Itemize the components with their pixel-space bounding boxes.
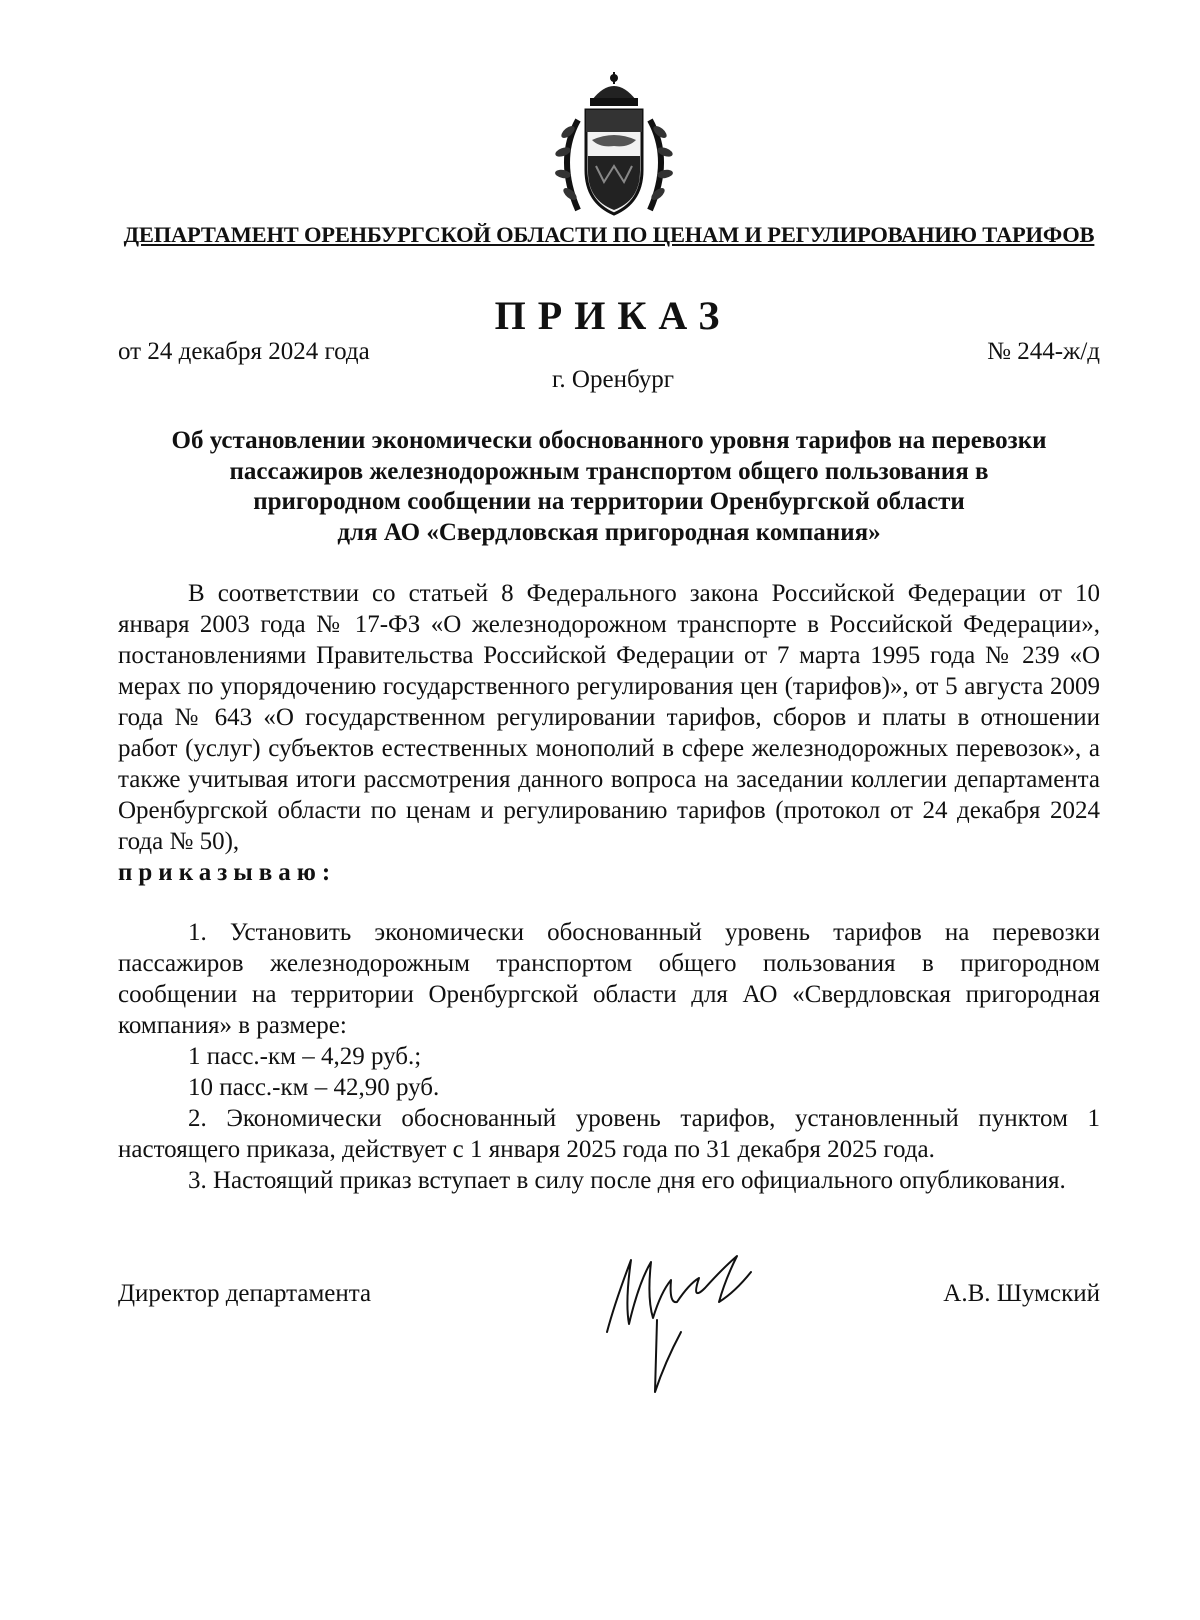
coat-of-arms-icon: [548, 70, 680, 220]
department-name: ДЕПАРТАМЕНТ ОРЕНБУРГСКОЙ ОБЛАСТИ ПО ЦЕНАМ И РЕГУЛИРОВАНИЮ ТАРИФОВ: [123, 222, 1095, 247]
order-item-1: 1. Установить экономически обоснованный уровень тарифов на перевозки пассажиров железнодорожным транспортом общего пользования в пригородном сообщении на территории Оренбургской области для АО «Свердловская пригородная компания» в размере:: [118, 919, 1100, 1039]
order-subject: [118, 426, 1100, 548]
document-type-title: ПРИКАЗ: [494, 293, 732, 338]
order-word: приказываю:: [118, 859, 337, 886]
preamble-text: В соответствии со статьей 8 Федерального закона Российской Федерации от 10 января 2003 года № 17-ФЗ «О железнодорожном транспорте в Российской Федерации», постановлениями Правительства Российской Федерации от 7 марта 1995 года № 239 «О мерах по упорядочению государственного регулирования цен (тарифов)», от 5 августа 2009 года № 643 «О государственном регулировании тарифов, сборов и платы в отношении работ (услуг) субъектов естественных монополий в сфере железнодорожных перевозок», а также учитывая итоги рассмотрения данного вопроса на заседании коллегии департамента Оренбургской области по ценам и регулированию тарифов (протокол от 24 декабря 2024 года № 50),: [118, 580, 1100, 855]
order-items: [118, 917, 1100, 1196]
handwritten-signature: [595, 1232, 775, 1402]
signatory-name: А.В. Шумский: [943, 1280, 1100, 1307]
subject-line: для АО «Свердловская пригородная компания»: [337, 518, 881, 546]
order-item-3: 3. Настоящий приказ вступает в силу после дня его официального опубликования.: [188, 1167, 1066, 1194]
signatory-role: Директор департамента: [118, 1280, 372, 1307]
tariff-line: 10 пасс.-км – 42,90 руб.: [188, 1074, 440, 1101]
order-number: № 244-ж/д: [987, 338, 1100, 365]
tariff-line: 1 пасс.-км – 4,29 руб.;: [188, 1043, 422, 1070]
subject-line: пригородном сообщении на территории Оренбургской области: [253, 488, 965, 515]
preamble: [118, 578, 1100, 888]
subject-line: Об установлении экономически обоснованного уровня тарифов на перевозки: [171, 427, 1047, 454]
order-item-2: 2. Экономически обоснованный уровень тарифов, установленный пунктом 1 настоящего приказа, действует с 1 января 2025 года по 31 декабря 2025 года.: [118, 1105, 1100, 1163]
order-date: от 24 декабря 2024 года: [118, 338, 370, 365]
order-city: г. Оренбург: [552, 366, 674, 393]
subject-line: пассажиров железнодорожным транспортом общего пользования в: [229, 457, 989, 485]
